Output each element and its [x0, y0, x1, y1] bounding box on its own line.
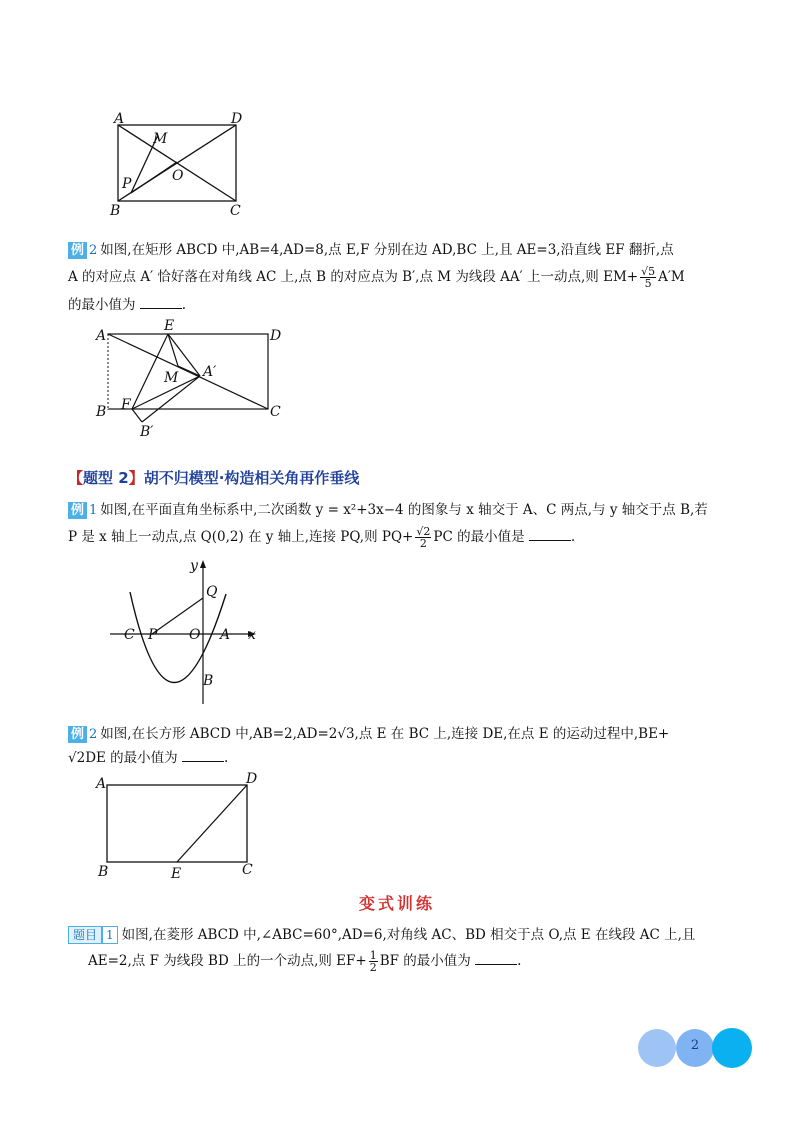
question-1-text-1: 如图,在菱形 ABCD 中,∠ABC=60°,AD=6,对角线 AC、BD 相交于点 O,点 E 在线段 AC 上,且 [121, 927, 696, 943]
question-1-text-2b: BF 的最小值为 [379, 953, 471, 969]
example-2a-line-3: 的最小值为 . [68, 297, 187, 313]
example-tag: 例 [68, 502, 87, 519]
example-1b-line-2: P 是 x 轴上一动点,点 Q(0,2) 在 y 轴上,连接 PQ,则 PQ+ $\frac{√2}{2}$ PC 的最小值是 . [68, 525, 576, 550]
label-E: E [164, 318, 175, 334]
fraction-sqrt5-over-5: $\frac{√5}{5}$ [641, 265, 656, 290]
example-2a-text-1: 如图,在矩形 ABCD 中,AB=4,AD=8,点 E,F 分别在边 AD,BC 上,且 AE=3,沿直线 EF 翻折,点 [100, 242, 674, 258]
figure-parabola [100, 552, 270, 712]
question-type-heading: 【题型 2】胡不归模型·构造相关角再作垂线 [68, 469, 360, 487]
label-C: C [242, 862, 253, 878]
label-B: B [96, 404, 107, 420]
example-number: 2 [89, 243, 98, 258]
label-D: D [246, 771, 258, 787]
label-F: F [121, 397, 131, 413]
answer-blank[interactable] [529, 528, 571, 541]
example-2b-text-2: √2DE 的最小值为 [68, 750, 178, 766]
label-B: B [110, 203, 121, 219]
page-number: 2 [690, 1038, 700, 1053]
label-A: A [96, 776, 107, 792]
question-1-line-2: AE=2,点 F 为线段 BD 上的一个动点,则 EF+ $\frac{1}{2}$ BF 的最小值为 . [88, 949, 522, 974]
label-B: B [203, 673, 214, 689]
example-1b-text-1: 如图,在平面直角坐标系中,二次函数 y = x²+3x−4 的图象与 x 轴交于 A、C 两点,与 y 轴交于点 B,若 [100, 502, 708, 518]
label-y: y [190, 558, 198, 574]
question-type-label: 题型 2 [83, 469, 129, 487]
question-1-text-2a: AE=2,点 F 为线段 BD 上的一个动点,则 EF+ [88, 953, 367, 969]
label-M: M [153, 131, 168, 147]
example-2b-line-1 [68, 724, 669, 745]
label-A: A [114, 111, 125, 127]
figure-rectangle-abcd-2 [92, 768, 272, 883]
label-A-prime: A′ [203, 364, 217, 380]
example-number: 1 [89, 503, 98, 518]
example-1b-line-1 [68, 500, 708, 521]
example-2b-line-2: √2DE 的最小值为 . [68, 750, 229, 766]
label-C: C [270, 404, 281, 420]
label-B: B [98, 864, 109, 880]
page-number-badge [638, 1028, 753, 1068]
label-M: M [164, 370, 179, 386]
label-D: D [231, 111, 243, 127]
label-O: O [189, 627, 201, 643]
decor-circle-right [712, 1028, 752, 1068]
label-O: O [172, 168, 184, 184]
label-x: x [248, 627, 256, 643]
example-tag: 例 [68, 726, 87, 743]
label-C: C [124, 627, 135, 643]
label-A: A [96, 328, 107, 344]
fraction-sqrt2-over-2: $\frac{√2}{2}$ [416, 525, 431, 550]
label-C: C [230, 203, 241, 219]
figure-rectangle-abcd-1 [100, 105, 260, 220]
example-tag: 例 [68, 242, 87, 259]
example-2b-text-1: 如图,在长方形 ABCD 中,AB=2,AD=2√3,点 E 在 BC 上,连接 DE,在点 E 的运动过程中,BE+ [100, 726, 670, 742]
question-1-line-1 [68, 925, 695, 945]
label-D: D [270, 328, 282, 344]
label-P: P [148, 627, 158, 643]
question-number: 1 [102, 926, 118, 944]
example-2a-line-2 [68, 266, 685, 289]
question-tag: 题目 [68, 926, 102, 944]
example-1b-text-2b: PC 的最小值是 [433, 529, 525, 545]
figure-folding-rectangle [90, 318, 300, 443]
example-2a-text-2b: A′M [658, 269, 685, 285]
example-2a-text-3: 的最小值为 [68, 297, 136, 313]
answer-blank[interactable] [140, 296, 182, 309]
example-2a-line-1 [68, 240, 674, 261]
label-E: E [171, 866, 182, 882]
label-P: P [122, 176, 132, 192]
label-B-prime: B′ [140, 424, 154, 440]
answer-blank[interactable] [475, 952, 517, 965]
example-1b-text-2a: P 是 x 轴上一动点,点 Q(0,2) 在 y 轴上,连接 PQ,则 PQ+ [68, 529, 414, 545]
example-number: 2 [89, 727, 98, 742]
fraction-one-half: $\frac{1}{2}$ [369, 949, 377, 974]
label-A: A [220, 627, 231, 643]
section-title: 变式训练 [358, 894, 435, 913]
label-Q: Q [206, 584, 218, 600]
example-2a-text-2a: A 的对应点 A′ 恰好落在对角线 AC 上,点 B 的对应点为 B′,点 M 为线段 AA′ 上一动点,则 EM+ [68, 269, 639, 285]
answer-blank[interactable] [182, 749, 224, 762]
decor-circle-left [638, 1029, 676, 1067]
question-type-title: 胡不归模型·构造相关角再作垂线 [143, 469, 360, 487]
